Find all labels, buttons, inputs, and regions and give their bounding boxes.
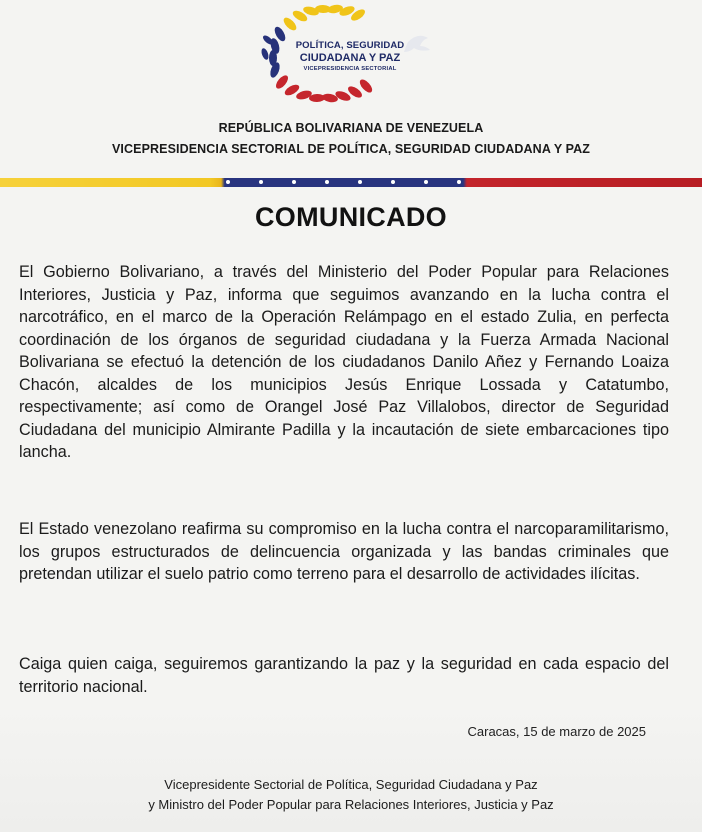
signature-line-1: Vicepresidente Sectorial de Política, Seguridad Ciudadana y Paz [164,777,538,792]
star-icon [358,180,362,184]
logo-line-2: CIUDADANA Y PAZ [299,52,401,64]
star-icon [391,180,395,184]
paragraph-3: Caiga quien caiga, seguiremos garantizando la paz y la seguridad en cada espacio del territorio nacional. [19,655,669,696]
paragraph-2: El Estado venezolano reafirma su compromiso en la lucha contra el narcoparamilitarismo, los grupos estructurados de delincuencia organizada y las bandas criminales que pretendan utilizar el suelo patrio como terreno para el desarrollo de actividades ilícitas. [19,520,669,583]
star-icon [226,180,230,184]
document-date: Caracas, 15 de marzo de 2025 [467,724,646,739]
logo [250,2,450,108]
star-icon [292,180,296,184]
star-icon [259,180,263,184]
signature-line-2: y Ministro del Poder Popular para Relaciones Interiores, Justicia y Paz [148,797,554,812]
flag-stars [226,180,476,185]
paragraph-1: El Gobierno Bolivariano, a través del Ministerio del Poder Popular para Relaciones Interiores, Justicia y Paz, informa que seguimos avanzando en la lucha contra el narcotráfico, en el marco de la Operación Relámpago en el estado Zulia, en perfecta coordinación de los órganos de seguridad ciudadana y la Fuerza Armada Nacional Bolivariana se efectuó la detención de los ciudadanos Danilo Añez y Fernando Loaiza Chacón, alcaldes de los municipios Jesús Enrique Lossada y Catatumbo, respectivamente; así como de Orangel José Paz Villalobos, director de Seguridad Ciudadana del municipio Almirante Padilla y la incautación de siete embarcaciones tipo lancha. [19,263,669,461]
header-republic: REPÚBLICA BOLIVARIANA DE VENEZUELA [218,121,484,135]
star-icon [424,180,428,184]
logo-line-1: POLÍTICA, SEGURIDAD [295,40,405,51]
logo-line-3: VICEPRESIDENCIA SECTORIAL [303,66,397,72]
document-title: COMUNICADO [255,202,447,232]
star-icon [457,180,461,184]
header-vicepresidency: VICEPRESIDENCIA SECTORIAL DE POLÍTICA, SEGURIDAD CIUDADANA Y PAZ [112,142,590,156]
star-icon [325,180,329,184]
